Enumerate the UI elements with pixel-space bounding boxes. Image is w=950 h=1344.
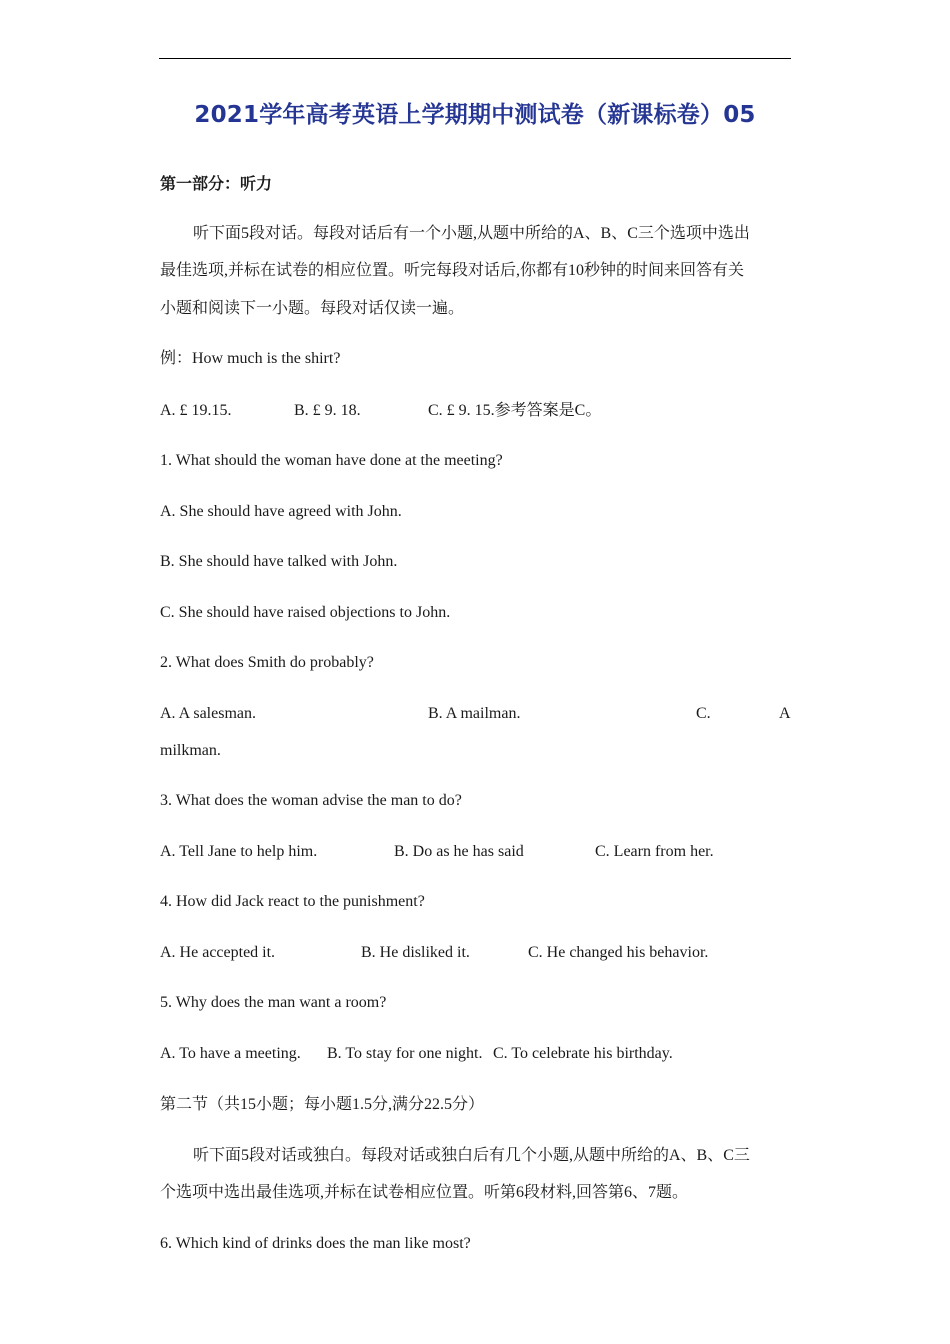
q3-option-b: B. Do as he has said <box>394 843 524 860</box>
part1-heading: 第一部分：听力 <box>160 176 273 193</box>
header-rule <box>159 58 791 59</box>
q2-option-c-word: milkman. <box>160 742 221 759</box>
q2-option-a: A. A salesman. <box>160 705 256 722</box>
q4-option-b: B. He disliked it. <box>361 944 470 961</box>
section2-intro-line-2: 个选项中选出最佳选项,并标在试卷相应位置。听第6段材料,回答第6、7题。 <box>160 1184 689 1201</box>
q5-option-b: B. To stay for one night. <box>327 1045 483 1062</box>
example-question: 例：How much is the shirt? <box>160 350 341 367</box>
exam-title: 2021学年高考英语上学期期中测试卷（新课标卷）05 <box>194 102 756 128</box>
part1-intro-line-1: 听下面5段对话。每段对话后有一个小题,从题中所给的A、B、C三个选项中选出 <box>193 225 750 242</box>
q4-question: 4. How did Jack react to the punishment? <box>160 893 425 910</box>
q1-option-c: C. She should have raised objections to John. <box>160 604 451 621</box>
example-option-c: C. £ 9. 15.参考答案是C。 <box>428 402 602 419</box>
q2-option-c-article: A <box>779 705 791 722</box>
part1-intro-line-2: 最佳选项,并标在试卷的相应位置。听完每段对话后,你都有10秒钟的时间来回答有关 <box>160 262 745 279</box>
q5-option-c: C. To celebrate his birthday. <box>493 1045 673 1062</box>
part1-intro-line-3: 小题和阅读下一小题。每段对话仅读一遍。 <box>160 300 465 317</box>
q4-option-c: C. He changed his behavior. <box>528 944 709 961</box>
q6-question: 6. Which kind of drinks does the man like most? <box>160 1235 471 1252</box>
q5-question: 5. Why does the man want a room? <box>160 994 387 1011</box>
q2-option-c-label: C. <box>696 705 711 722</box>
q2-option-b: B. A mailman. <box>428 705 521 722</box>
q1-option-a: A. She should have agreed with John. <box>160 503 402 520</box>
q3-question: 3. What does the woman advise the man to do? <box>160 792 462 809</box>
example-option-a: A. £ 19.15. <box>160 402 232 419</box>
section2-intro-line-1: 听下面5段对话或独白。每段对话或独白后有几个小题,从题中所给的A、B、C三 <box>193 1147 750 1164</box>
example-option-b: B. £ 9. 18. <box>294 402 361 419</box>
q3-option-a: A. Tell Jane to help him. <box>160 843 318 860</box>
q1-option-b: B. She should have talked with John. <box>160 553 398 570</box>
q2-question: 2. What does Smith do probably? <box>160 654 374 671</box>
q1-question: 1. What should the woman have done at the meeting? <box>160 452 503 469</box>
section2-heading: 第二节（共15小题；每小题1.5分,满分22.5分） <box>160 1096 485 1113</box>
q3-option-c: C. Learn from her. <box>595 843 714 860</box>
q4-option-a: A. He accepted it. <box>160 944 276 961</box>
q5-option-a: A. To have a meeting. <box>160 1045 301 1062</box>
